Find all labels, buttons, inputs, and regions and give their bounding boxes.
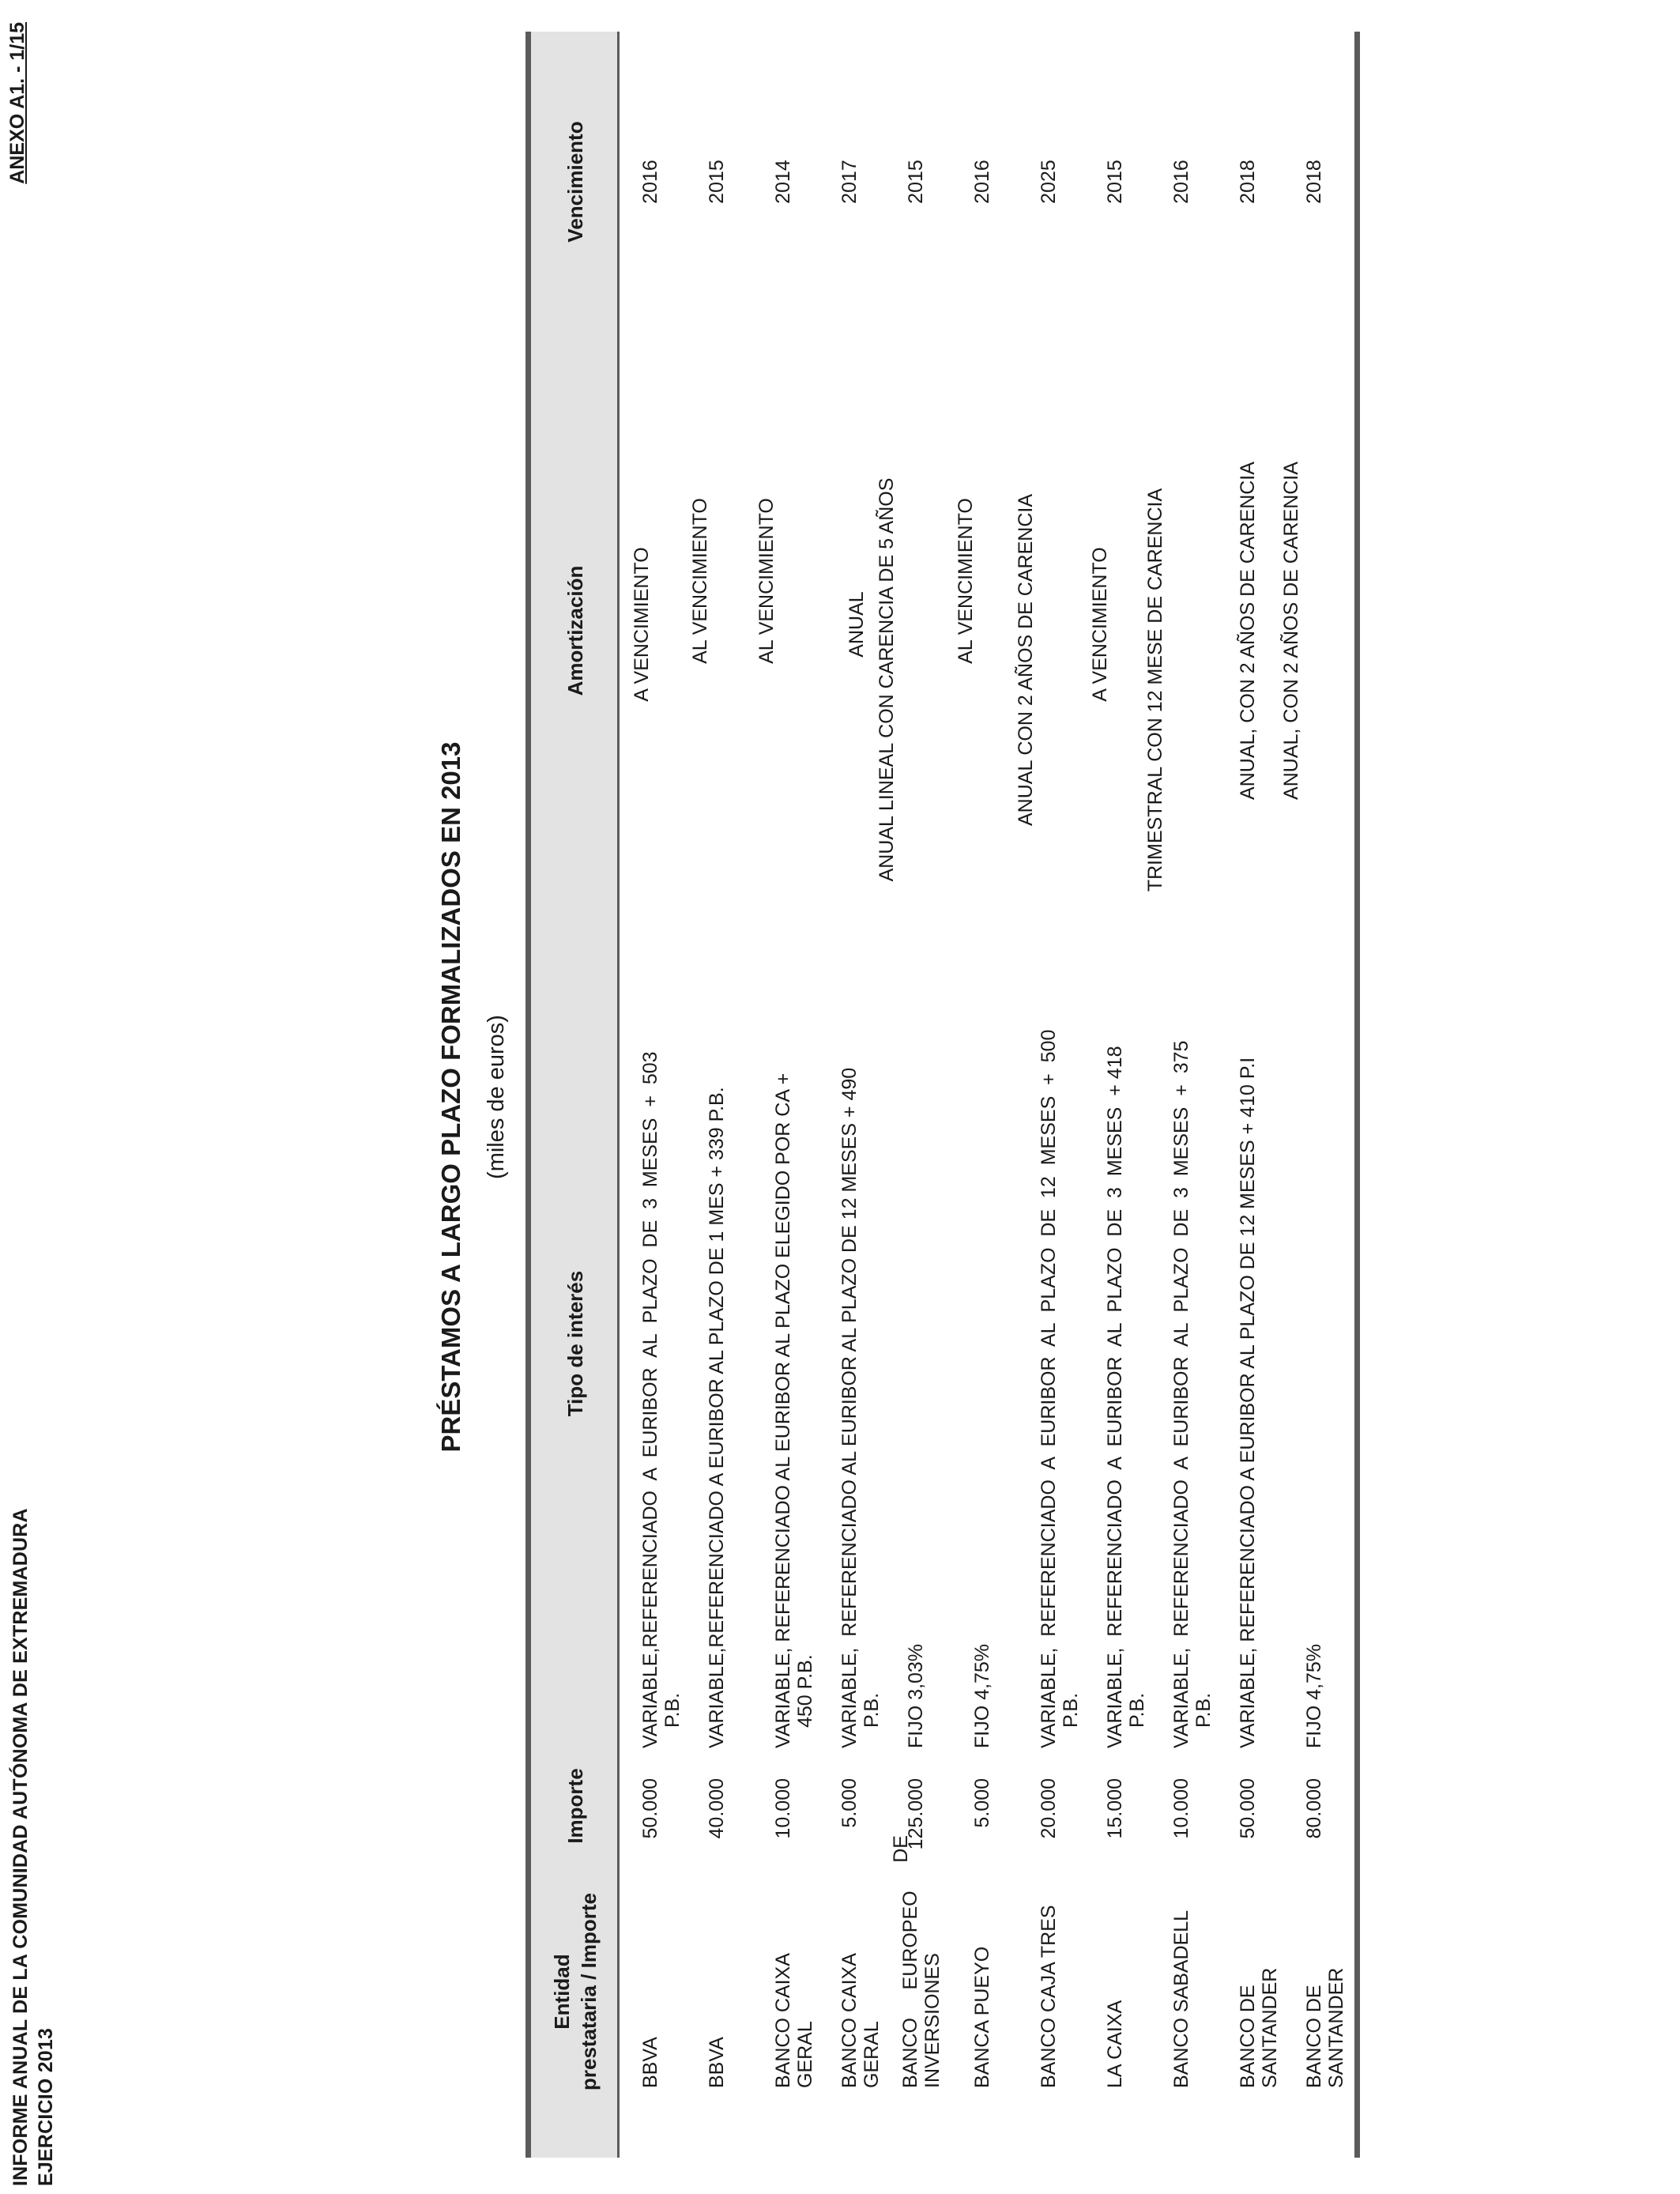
cell-tipo-line2: P.B. [861, 1692, 883, 1728]
table-bottom-rule [1354, 32, 1360, 2158]
col-header-entidad [531, 1873, 620, 2110]
cell-entidad: BANCO CAIXA GERAL [838, 1954, 883, 2088]
cell-amortizacion: AL VENCIMIENTO [955, 498, 977, 664]
cell-entidad: BBVA [706, 2037, 728, 2088]
cell-amortizacion: AL VENCIMIENTO [689, 498, 711, 664]
cell-vencimiento: 2015 [1104, 160, 1126, 204]
cell-vencimiento: 2016 [639, 160, 661, 204]
table-row [1217, 32, 1283, 2158]
table-row [1280, 32, 1350, 2158]
cell-tipo [639, 950, 684, 1748]
loans-table [525, 32, 1360, 2158]
cell-tipo [1170, 950, 1215, 1748]
cell-entidad: BANCA PUEYO [971, 1946, 993, 2088]
cell-entidad-line2: INVERSIONES [921, 1953, 944, 2088]
cell-tipo-line2: P.B. [661, 1692, 684, 1728]
cell-entidad: BBVA [639, 2037, 661, 2088]
cell-entidad: BANCO CAJA TRES [1038, 1905, 1060, 2088]
cell-tipo [1303, 950, 1325, 1748]
col-header-importe: Importe [563, 1768, 587, 1844]
cell-tipo-line1: VARIABLE,REFERENCIADO A EURIBOR AL PLAZO DE 3 MESES + 503 [639, 1051, 661, 1748]
col-header-vencimiento: Vencimiento [563, 121, 587, 243]
cell-tipo-line1: VARIABLE, REFERENCIADO AL EURIBOR AL PLAZO ELEGIDO POR CA + [772, 1072, 794, 1748]
cell-tipo [838, 950, 883, 1748]
cell-tipo [971, 950, 993, 1748]
cell-amortizacion: ANUAL, CON 2 AÑOS DE CARENCIA [1280, 462, 1302, 800]
page-title: PRÉSTAMOS A LARGO PLAZO FORMALIZADOS EN 2013 [436, 741, 465, 1453]
cell-importe: 40.000 [706, 1778, 728, 1839]
annex-reference: ANEXO A1. - 1/15 [6, 22, 28, 184]
cell-vencimiento: 2014 [772, 160, 794, 204]
cell-entidad: BANCO DE SANTANDER [1237, 1967, 1281, 2088]
cell-tipo-line1: FIJO 3,03% [905, 1644, 927, 1748]
cell-entidad: LA CAIXA [1104, 2000, 1126, 2088]
cell-tipo [706, 950, 728, 1748]
cell-entidad-word: BANCO [899, 2018, 921, 2088]
cell-amortizacion: ANUAL, CON 2 AÑOS DE CARENCIA [1237, 462, 1259, 800]
cell-tipo-line1: VARIABLE, REFERENCIADO AL EURIBOR AL PLAZO DE 12 MESES + 490 [838, 1067, 861, 1748]
cell-entidad-word: DE [890, 1835, 912, 1863]
col-header-tipo: Tipo de interés [563, 1270, 587, 1417]
table-row [1144, 32, 1217, 2158]
table-row [876, 32, 951, 2158]
col-header-entidad-line2: prestataria / Importe [577, 1893, 601, 2090]
cell-importe: 125.000 [905, 1778, 927, 1850]
cell-amortizacion: ANUAL LINEAL CON CARENCIA DE 5 AÑOS [876, 477, 898, 882]
cell-entidad-word: EUROPEO [899, 1891, 921, 1990]
cell-importe: 50.000 [1237, 1778, 1259, 1839]
cell-importe: 5.000 [838, 1778, 861, 1828]
cell-importe: 50.000 [639, 1778, 661, 1839]
cell-importe: 10.000 [1170, 1778, 1192, 1839]
cell-amortizacion: TRIMESTRAL CON 12 MESE DE CARENCIA [1144, 488, 1166, 892]
cell-vencimiento: 2015 [706, 160, 728, 204]
col-header-amortizacion: Amortización [563, 565, 587, 696]
cell-vencimiento: 2016 [971, 160, 993, 204]
cell-tipo [772, 950, 816, 1748]
cell-amortizacion: A VENCIMIENTO [1089, 547, 1111, 702]
cell-tipo-line2: P.B. [1060, 1692, 1082, 1728]
cell-vencimiento: 2018 [1303, 160, 1325, 204]
cell-importe: 80.000 [1303, 1778, 1325, 1839]
report-title: INFORME ANUAL DE LA COMUNIDAD AUTÓNOMA DE EXTREMADURA [9, 1508, 32, 2186]
table-row [752, 32, 819, 2158]
cell-vencimiento: 2016 [1170, 160, 1192, 204]
cell-tipo-line1: VARIABLE,REFERENCIADO A EURIBOR AL PLAZO DE 1 MES + 339 P.B. [706, 1087, 728, 1748]
table-header [531, 32, 620, 2158]
cell-tipo-line1: VARIABLE, REFERENCIADO A EURIBOR AL PLAZO DE 12 MESES + 410 P.I [1237, 1057, 1259, 1748]
report-header [8, 1508, 58, 2186]
page-subtitle: (miles de euros) [484, 1015, 509, 1179]
fiscal-year: EJERCICIO 2013 [35, 2027, 57, 2186]
cell-tipo-line2: 450 P.B. [794, 1654, 816, 1728]
table-row [1084, 32, 1151, 2158]
table-top-rule [525, 32, 531, 2158]
cell-tipo-line1: VARIABLE, REFERENCIADO A EURIBOR AL PLAZO DE 3 MESES + 375 [1170, 1040, 1192, 1748]
cell-vencimiento: 2018 [1237, 160, 1259, 204]
table-row [620, 32, 686, 2158]
cell-tipo [905, 950, 927, 1748]
table-row [951, 32, 1018, 2158]
cell-amortizacion: AL VENCIMIENTO [755, 498, 778, 664]
cell-vencimiento: 2017 [838, 160, 861, 204]
cell-tipo-line1: VARIABLE, REFERENCIADO A EURIBOR AL PLAZO DE 3 MESES + 418 [1104, 1046, 1126, 1748]
cell-vencimiento: 2025 [1038, 160, 1060, 204]
cell-amortizacion: ANUAL [846, 591, 868, 658]
cell-tipo [1104, 950, 1148, 1748]
col-header-entidad-line1: Entidad [550, 1954, 574, 2030]
cell-amortizacion: A VENCIMIENTO [631, 547, 653, 702]
cell-amortizacion: ANUAL CON 2 AÑOS DE CARENCIA [1015, 494, 1037, 827]
table-row [819, 32, 885, 2158]
cell-importe: 20.000 [1038, 1778, 1060, 1839]
cell-tipo-line1: FIJO 4,75% [971, 1644, 993, 1748]
table-row [1015, 32, 1084, 2158]
cell-importe: 15.000 [1104, 1778, 1126, 1839]
cell-tipo [1038, 950, 1082, 1748]
cell-entidad [890, 1835, 944, 2088]
cell-tipo-line2: P.B. [1192, 1692, 1215, 1728]
cell-entidad: BANCO CAIXA GERAL [772, 1954, 816, 2088]
cell-tipo-line1: FIJO 4,75% [1303, 1644, 1325, 1748]
cell-tipo-line1: VARIABLE, REFERENCIADO A EURIBOR AL PLAZO DE 12 MESES + 500 [1038, 1029, 1060, 1748]
cell-entidad: BANCO SABADELL [1170, 1909, 1192, 2088]
cell-vencimiento: 2015 [905, 160, 927, 204]
table-row [686, 32, 752, 2158]
cell-entidad: BANCO DE SANTANDER [1303, 1967, 1347, 2088]
cell-tipo-line2: P.B. [1126, 1692, 1148, 1728]
cell-importe: 5.000 [971, 1778, 993, 1828]
cell-tipo [1237, 950, 1259, 1748]
cell-importe: 10.000 [772, 1778, 794, 1839]
